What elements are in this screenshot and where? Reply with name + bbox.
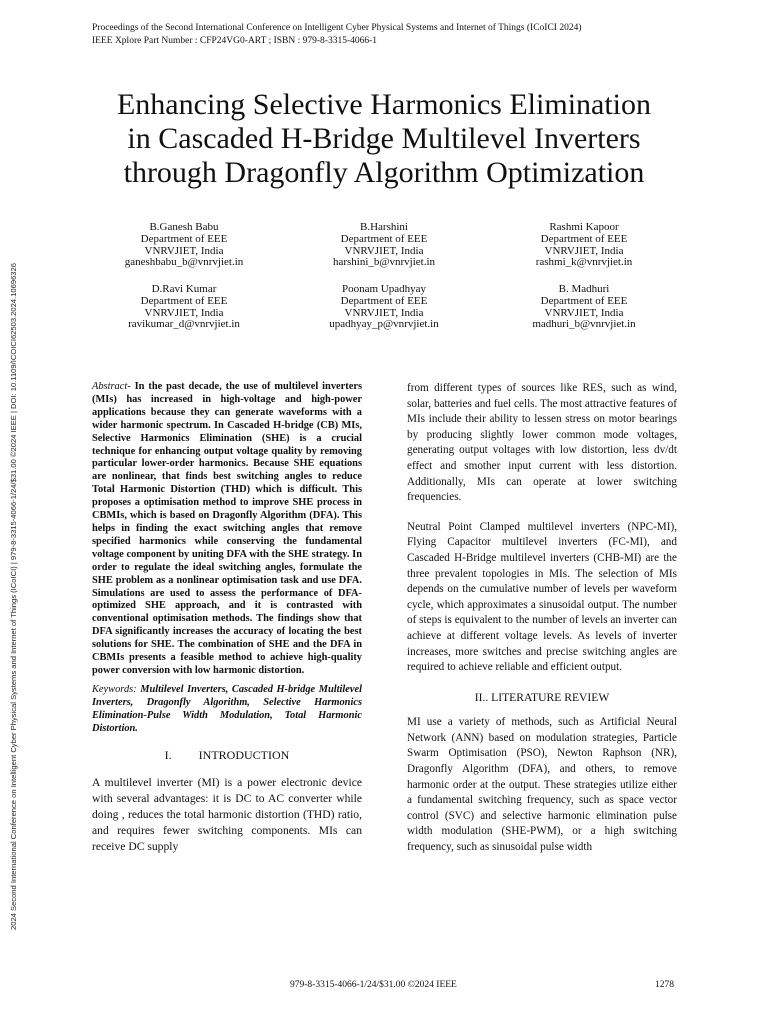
author-name: B. Madhuri — [558, 283, 610, 295]
left-column — [92, 381, 362, 855]
doi-side-note: 2024 Second International Conference on Intelligent Cyber Physical Systems and Internet of Things (ICoICI) | 979-8-3315-4066-1/24/$31.00 ©2024 IEEE | DOI: 10.1109/ICOICI62503.2024.10696326 — [9, 263, 18, 930]
footer-copyright: 979-8-3315-4066-1/24/$31.00 ©2024 IEEE — [290, 980, 457, 990]
author-card — [284, 222, 484, 269]
author-email[interactable]: ganeshbabu_b@vnrvjiet.in — [124, 256, 244, 269]
proceedings-header — [92, 22, 582, 48]
author-card — [284, 284, 484, 331]
page-number: 1278 — [655, 980, 674, 990]
author-dept: Department of EEE — [140, 294, 228, 307]
keywords-lead: Keywords: — [92, 683, 137, 695]
author-dept: Department of EEE — [340, 294, 428, 307]
author-card — [484, 284, 684, 331]
author-inst: VNRVJIET, India — [344, 244, 424, 257]
author-inst: VNRVJIET, India — [144, 306, 224, 319]
right-column — [407, 381, 677, 856]
header-line-2: IEEE Xplore Part Number : CFP24VG0-ART ; ISBN : 979-8-3315-4066-1 — [92, 36, 378, 46]
abstract-text: In the past decade, the use of multilevel inverters (MIs) has increased in high-voltage and high-power applications because they can generate waveforms with a wider harmonic spectrum. In Cascaded H-bridge (CB) MIs, Selective Harmonics Elimination (SHE) is a crucial technique for enhancing output voltage quality by removing particular lower-order harmonics. Because SHE equations are nonlinear, that finds best switching angles to reduce Total Harmonic Distortion (THD) which is difficult. This proposes a optimisation method to improve SHE process in CBMIs, which is based on Dragonfly Algorithm (DFA). This helps in finding the exact switching angles that remove specified harmonics while conserving the fundamental voltage component by uniting DFA with the SHE strategy. In order to regulate the ideal switching angles, formulate the SHE problem as a nonlinear optimisation task and use DFA. Simulations are used to assess the performance of DFA-optimized SHE approach, and it is contrasted with conventional optimisation methods. The findings show that DFA significantly increases the accuracy of locating the best solutions for SHE. The combination of SHE and the DFA in CBMIs presents a feasible method to achieve high-quality power conversion with low harmonic distortion. — [92, 381, 362, 676]
author-name: D.Ravi Kumar — [151, 283, 217, 295]
author-name: Poonam Upadhyay — [341, 283, 426, 295]
author-inst: VNRVJIET, India — [144, 244, 224, 257]
section-number: I. — [164, 748, 172, 763]
abstract-lead: Abstract- — [92, 381, 131, 392]
author-email[interactable]: upadhyay_p@vnrvjiet.in — [329, 318, 439, 331]
section-heading-introduction — [92, 747, 362, 763]
author-dept: Department of EEE — [540, 294, 628, 307]
paper-title — [60, 88, 708, 190]
keywords-text: Multilevel Inverters, Cascaded H-bridge Multilevel Inverters, Dragonfly Algorithm, Selective Harmonics Elimination-Pulse Width Modulation, Total Harmonic Distortion. — [92, 683, 362, 734]
author-inst: VNRVJIET, India — [544, 244, 624, 257]
author-email[interactable]: rashmi_k@vnrvjiet.in — [535, 256, 633, 269]
author-card — [84, 284, 284, 331]
section-heading-literature-review: II.. LITERATURE REVIEW — [474, 690, 610, 704]
title-line-1: Enhancing Selective Harmonics Elimination — [116, 88, 652, 121]
title-line-3: through Dragonfly Algorithm Optimization — [123, 156, 645, 189]
abstract — [92, 381, 362, 678]
keywords — [92, 684, 362, 736]
author-email[interactable]: harshini_b@vnrvjiet.in — [332, 256, 436, 269]
body-paragraph-3: MI use a variety of methods, such as Artificial Neural Network (ANN) based on modulation strategies, Particle Swarm Optimisation (PSO), Newton Raphson (NR), Dragonfly Algorithm (DFA), and others, to remove harmonic order at the output. These strategies utilize either a fundamental switching frequency, such as space vector control (SVC) and selective harmonic elimination pulse width modulation (SHE-PWM), or a high switching frequency, such as sinusoidal pulse width — [407, 716, 677, 854]
author-inst: VNRVJIET, India — [344, 306, 424, 319]
author-inst: VNRVJIET, India — [544, 306, 624, 319]
author-card — [484, 222, 684, 269]
author-card — [84, 222, 284, 269]
author-name: B.Ganesh Babu — [149, 221, 219, 233]
author-dept: Department of EEE — [340, 232, 428, 245]
title-line-2: in Cascaded H-Bridge Multilevel Inverters — [127, 122, 641, 155]
author-name: Rashmi Kapoor — [549, 221, 619, 233]
author-dept: Department of EEE — [540, 232, 628, 245]
section-title: INTRODUCTION — [198, 748, 290, 763]
author-email[interactable]: ravikumar_d@vnrvjiet.in — [128, 318, 240, 331]
header-line-1: Proceedings of the Second International Conference on Intelligent Cyber Physical Systems and Internet of Things (ICoICI 2024) — [92, 23, 582, 33]
body-paragraph-2: Neutral Point Clamped multilevel inverters (NPC-MI), Flying Capacitor multilevel inverters (FC-MI), and Cascaded H-Bridge multilevel inverters (CHB-MI) are the three prevalent topologies in MIs. The selection of MIs depends on the cumulative number of levels per waveform cycle, which approximates a sinusoidal output. The number of steps is equivalent to the number of levels an inverter can achieve at different voltage levels. As levels of inverter increases, more switches and precise switching angles are required to achieve reliable and efficient output. — [407, 520, 677, 674]
introduction-paragraph: A multilevel inverter (MI) is a power electronic device with several advantages: it is DC to AC converter while doing , reduces the total harmonic distortion (THD) ratio, and requires fewer switching components. MIs can receive DC supply — [92, 776, 362, 854]
body-paragraph-1: from different types of sources like RES, such as wind, solar, batteries and fuel cells. The most attractive features of MIs include their ability to lessen stress on motor bearings by producing slightly lower common mode voltages, generating output voltages with low distortion, less dv/dt effect and smother input current with less distortion. Additionally, MIs can operate at lower switching frequencies. — [407, 382, 677, 504]
author-email[interactable]: madhuri_b@vnrvjiet.in — [532, 318, 636, 331]
author-dept: Department of EEE — [140, 232, 228, 245]
author-name: B.Harshini — [360, 221, 408, 233]
